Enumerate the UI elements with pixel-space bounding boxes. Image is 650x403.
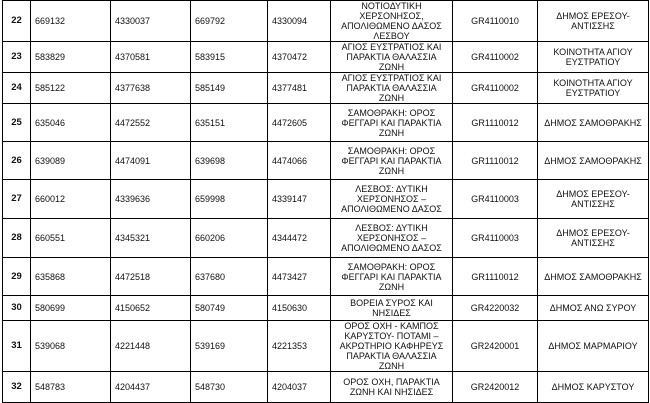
cell-site-code: GR4110003: [453, 219, 538, 258]
cell-area-name: ΛΕΣΒΟΣ: ΔΥΤΙΚΗ ΧΕΡΣΟΝΗΣΟΣ – ΑΠΟΛΙΘΩΜΕΝΟ ΔΑΣΟΣ: [331, 180, 453, 219]
cell-x-start: 548783: [31, 372, 111, 403]
cell-x-start: 585122: [31, 73, 111, 104]
cell-x-end: 637680: [191, 258, 268, 296]
cell-municipality: ΔΗΜΟΣ ΕΡΕΣΟΥ-ΑΝΤΙΣΣΗΣ: [538, 219, 649, 258]
cell-y-end: 4204037: [268, 372, 331, 403]
cell-area-name: ΑΓΙΟΣ ΕΥΣΤΡΑΤΙΟΣ ΚΑΙ ΠΑΡΑΚΤΙΑ ΘΑΛΑΣΣΙΑ ΖΩΝΗ: [331, 73, 453, 104]
row-number: 22: [3, 1, 31, 42]
cell-y-start: 4370581: [111, 42, 191, 73]
cell-municipality: ΔΗΜΟΣ ΑΝΩ ΣΥΡΟΥ: [538, 296, 649, 321]
cell-area-name: ΟΡΟΣ ΟΧΗ - ΚΑΜΠΟΣ ΚΑΡΥΣΤΟΥ- ΠΟΤΑΜΙ – ΑΚΡΩΤΗΡΙΟ ΚΑΦΗΡΕΥΣ ΠΑΡΑΚΤΙΑ ΘΑΛΑΣΣΙΑ ΖΩΝΗ: [331, 321, 453, 372]
cell-x-start: 635046: [31, 104, 111, 142]
row-number: 32: [3, 372, 31, 403]
cell-x-end: 539169: [191, 321, 268, 372]
cell-x-end: 585149: [191, 73, 268, 104]
table-row: [3, 73, 649, 104]
cell-y-start: 4339636: [111, 180, 191, 219]
cell-x-end: 669792: [191, 1, 268, 42]
cell-area-name: ΛΕΣΒΟΣ: ΔΥΤΙΚΗ ΧΕΡΣΟΝΗΣΟΣ – ΑΠΟΛΙΘΩΜΕΝΟ ΔΑΣΟΣ: [331, 219, 453, 258]
cell-site-code: GR2420012: [453, 372, 538, 403]
cell-municipality: ΔΗΜΟΣ ΚΑΡΥΣΤΟΥ: [538, 372, 649, 403]
cell-y-start: 4150652: [111, 296, 191, 321]
cell-y-end: 4221353: [268, 321, 331, 372]
row-number: 27: [3, 180, 31, 219]
cell-x-end: 635151: [191, 104, 268, 142]
row-number: 23: [3, 42, 31, 73]
cell-x-start: 539068: [31, 321, 111, 372]
cell-x-end: 548730: [191, 372, 268, 403]
table-row: [3, 321, 649, 372]
cell-y-start: 4474091: [111, 142, 191, 180]
cell-site-code: GR1110012: [453, 258, 538, 296]
cell-x-start: 580699: [31, 296, 111, 321]
cell-site-code: GR4220032: [453, 296, 538, 321]
cell-x-start: 669132: [31, 1, 111, 42]
cell-area-name: ΣΑΜΟΘΡΑΚΗ: ΟΡΟΣ ΦΕΓΓΑΡΙ ΚΑΙ ΠΑΡΑΚΤΙΑ ΖΩΝΗ: [331, 104, 453, 142]
cell-y-start: 4221448: [111, 321, 191, 372]
cell-x-end: 660206: [191, 219, 268, 258]
cell-x-start: 583829: [31, 42, 111, 73]
cell-x-start: 660012: [31, 180, 111, 219]
cell-x-start: 635868: [31, 258, 111, 296]
cell-y-start: 4472552: [111, 104, 191, 142]
row-number: 24: [3, 73, 31, 104]
table-row: [3, 104, 649, 142]
cell-site-code: GR4110002: [453, 42, 538, 73]
cell-municipality: ΚΟΙΝΟΤΗΤΑ ΑΓΙΟΥ ΕΥΣΤΡΑΤΙΟΥ: [538, 42, 649, 73]
table-row: [3, 219, 649, 258]
cell-y-end: 4474066: [268, 142, 331, 180]
cell-municipality: ΔΗΜΟΣ ΕΡΕΣΟΥ-ΑΝΤΙΣΣΗΣ: [538, 180, 649, 219]
cell-y-end: 4472605: [268, 104, 331, 142]
cell-y-end: 4370472: [268, 42, 331, 73]
cell-area-name: ΣΑΜΟΘΡΑΚΗ: ΟΡΟΣ ΦΕΓΓΑΡΙ ΚΑΙ ΠΑΡΑΚΤΙΑ ΖΩΝΗ: [331, 142, 453, 180]
cell-site-code: GR1110012: [453, 142, 538, 180]
cell-x-end: 580749: [191, 296, 268, 321]
table-row: [3, 372, 649, 403]
cell-x-end: 583915: [191, 42, 268, 73]
row-number: 28: [3, 219, 31, 258]
cell-y-start: 4204437: [111, 372, 191, 403]
cell-x-end: 659998: [191, 180, 268, 219]
row-number: 30: [3, 296, 31, 321]
cell-municipality: ΔΗΜΟΣ ΣΑΜΟΘΡΑΚΗΣ: [538, 104, 649, 142]
cell-site-code: GR2420001: [453, 321, 538, 372]
cell-y-end: 4344472: [268, 219, 331, 258]
table-row: [3, 142, 649, 180]
row-number: 25: [3, 104, 31, 142]
row-number: 31: [3, 321, 31, 372]
cell-y-start: 4330037: [111, 1, 191, 42]
cell-x-end: 639698: [191, 142, 268, 180]
cell-y-start: 4345321: [111, 219, 191, 258]
cell-y-end: 4473427: [268, 258, 331, 296]
cell-site-code: GR4110010: [453, 1, 538, 42]
cell-area-name: ΝΟΤΙΟΔΥΤΙΚΗ ΧΕΡΣΟΝΗΣΟΣ, ΑΠΟΛΙΘΩΜΕΝΟ ΔΑΣΟΣ ΛΕΣΒΟΥ: [331, 1, 453, 42]
table-row: [3, 296, 649, 321]
cell-x-start: 660551: [31, 219, 111, 258]
cell-area-name: ΑΓΙΟΣ ΕΥΣΤΡΑΤΙΟΣ ΚΑΙ ΠΑΡΑΚΤΙΑ ΘΑΛΑΣΣΙΑ ΖΩΝΗ: [331, 42, 453, 73]
cell-site-code: GR4110003: [453, 180, 538, 219]
table-row: [3, 1, 649, 42]
cell-municipality: ΔΗΜΟΣ ΕΡΕΣΟΥ-ΑΝΤΙΣΣΗΣ: [538, 1, 649, 42]
cell-y-start: 4472518: [111, 258, 191, 296]
cell-municipality: ΔΗΜΟΣ ΣΑΜΟΘΡΑΚΗΣ: [538, 258, 649, 296]
cell-area-name: ΣΑΜΟΘΡΑΚΗ: ΟΡΟΣ ΦΕΓΓΑΡΙ ΚΑΙ ΠΑΡΑΚΤΙΑ ΖΩΝΗ: [331, 258, 453, 296]
cell-x-start: 639089: [31, 142, 111, 180]
cell-municipality: ΔΗΜΟΣ ΜΑΡΜΑΡΙΟΥ: [538, 321, 649, 372]
cell-area-name: ΟΡΟΣ ΟΧΗ, ΠΑΡΑΚΤΙΑ ΖΩΝΗ ΚΑΙ ΝΗΣΙΔΕΣ: [331, 372, 453, 403]
row-number: 26: [3, 142, 31, 180]
table-row: [3, 258, 649, 296]
cell-municipality: ΚΟΙΝΟΤΗΤΑ ΑΓΙΟΥ ΕΥΣΤΡΑΤΙΟΥ: [538, 73, 649, 104]
table-row: [3, 42, 649, 73]
cell-y-end: 4377481: [268, 73, 331, 104]
cell-municipality: ΔΗΜΟΣ ΣΑΜΟΘΡΑΚΗΣ: [538, 142, 649, 180]
coordinates-table: [2, 0, 649, 403]
cell-y-end: 4150630: [268, 296, 331, 321]
table-row: [3, 180, 649, 219]
cell-y-start: 4377638: [111, 73, 191, 104]
cell-y-end: 4339147: [268, 180, 331, 219]
cell-site-code: GR4110002: [453, 73, 538, 104]
cell-site-code: GR1110012: [453, 104, 538, 142]
cell-y-end: 4330094: [268, 1, 331, 42]
row-number: 29: [3, 258, 31, 296]
cell-area-name: ΒΟΡΕΙΑ ΣΥΡΟΣ ΚΑΙ ΝΗΣΙΔΕΣ: [331, 296, 453, 321]
